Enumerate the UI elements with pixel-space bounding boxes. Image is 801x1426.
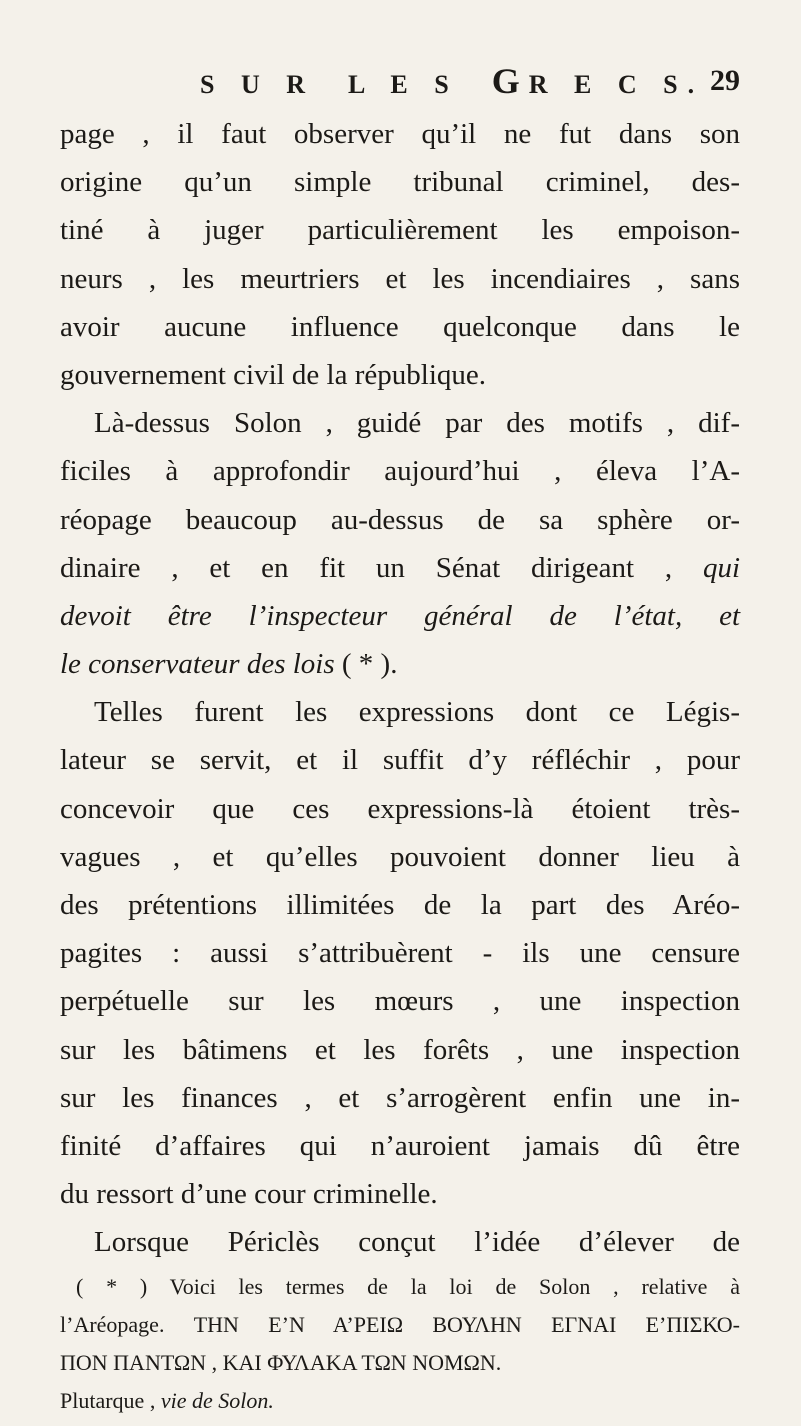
footnote-line: ( * ) Voici les termes de la loi de Solon , relative à [76, 1274, 740, 1299]
text-line: sur les finances , et s’arrogèrent enfin une in- [60, 1081, 740, 1114]
footnote-line: l’Aréopage. ΤΗΝ Ε’Ν Α’ΡΕΙΩ ΒΟΥΛΗΝ ΕΓΝΑΙ Ε’ΠΙΣΚΟ- [60, 1312, 740, 1337]
page-number: 29 [710, 64, 740, 97]
running-title-les: L E S [348, 70, 459, 99]
citation-author: Plutarque , [60, 1388, 161, 1413]
text-line: des prétentions illimitées de la part des Aréo- [60, 889, 740, 921]
text-line: page , il faut observer qu’il ne fut dans son [60, 118, 740, 150]
footnote-mark: ( * ). [334, 648, 398, 681]
text-line: Là-dessus Solon , guidé par des motifs , dif- [94, 407, 740, 440]
text-line: avoir aucune influence quelconque dans le [60, 310, 740, 343]
text-line: gouvernement civil de la république. [60, 358, 486, 391]
text-line: réopage beaucoup au-dessus de sa sphère or- [60, 503, 740, 536]
running-title-grecs-initial: G [491, 61, 529, 101]
text-line: lateur se servit, et il suffit d’y réfléchir , pour [60, 744, 740, 777]
text-line: du ressort d’une cour criminelle. [60, 1178, 438, 1211]
text-line: concevoir que ces expressions-là étoient très- [60, 792, 740, 825]
citation-title: vie de Solon. [160, 1388, 274, 1413]
italic-segment: devoit être l’inspecteur général de l’état, et [60, 599, 740, 632]
text-line: tiné à juger particulièrement les empoison- [60, 214, 740, 247]
text-line: ficiles à approfondir aujourd’hui , éleva l’A- [60, 455, 740, 488]
text-line-mixed [60, 640, 740, 688]
text-line-italic [60, 592, 740, 640]
text-segment: dinaire , et en fit un Sénat dirigeant , [60, 551, 703, 584]
footnote [60, 1268, 740, 1420]
running-title [200, 60, 704, 102]
footnote-citation [60, 1382, 740, 1420]
running-head [200, 56, 740, 104]
text-line: neurs , les meurtriers et les incendiaires , sans [60, 262, 740, 295]
text-line: Telles furent les expressions dont ce Légis- [94, 696, 740, 729]
text-line: Lorsque Périclès conçut l’idée d’élever de [94, 1226, 740, 1259]
text-line: perpétuelle sur les mœurs , une inspection [60, 985, 740, 1018]
text-line: pagites : aussi s’attribuèrent - ils une censure [60, 937, 740, 970]
main-text [60, 110, 740, 1267]
text-line-mixed [60, 544, 740, 592]
footnote-line: ΠΟΝ ΠΑΝΤΩΝ , ΚΑΙ ΦΥΛΑΚΑ ΤΩΝ ΝΟΜΩΝ. [60, 1350, 502, 1375]
running-title-grecs-rest: R E C S. [528, 70, 705, 99]
text-line: finité d’affaires qui n’auroient jamais dû être [60, 1129, 740, 1162]
text-line: vagues , et qu’elles pouvoient donner lieu à [60, 840, 740, 873]
text-line: sur les bâtimens et les forêts , une inspection [60, 1033, 740, 1066]
italic-segment: qui [702, 551, 740, 584]
running-title-sur: S U R [200, 70, 316, 99]
italic-segment: le conservateur des lois [60, 648, 335, 681]
text-line: origine qu’un simple tribunal criminel, des- [60, 166, 740, 199]
